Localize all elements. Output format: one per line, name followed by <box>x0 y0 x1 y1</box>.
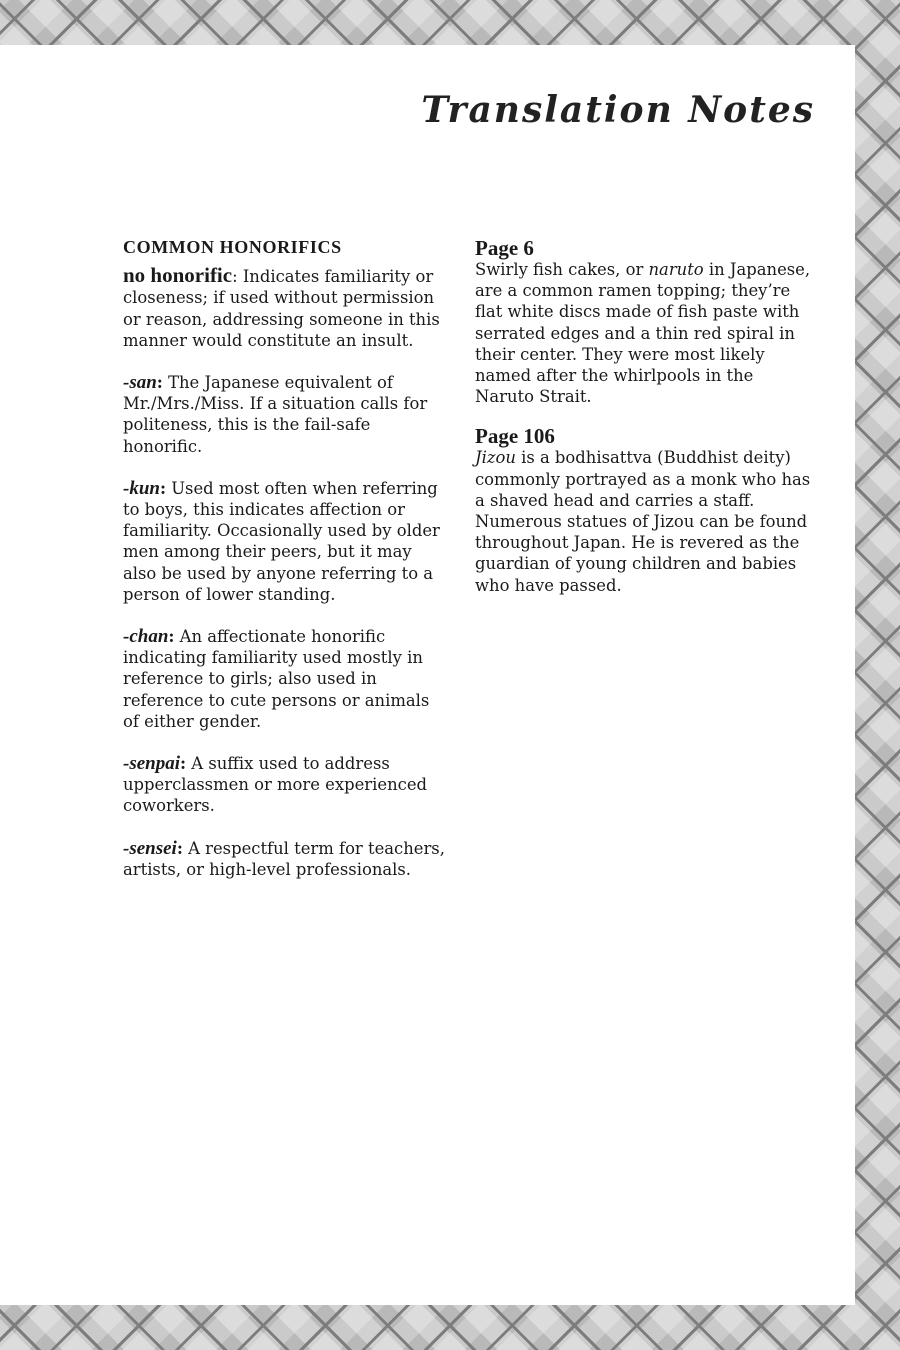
honorific-entry <box>123 265 448 351</box>
honorifics-column <box>123 237 448 901</box>
honorific-sep: : <box>156 373 163 393</box>
honorific-text: An affectionate honorific indicating familiarity used mostly in reference to girls; also used in reference to cute persons or animals of either gender. <box>123 627 430 731</box>
honorific-sep: : <box>168 627 175 647</box>
honorific-sep: : <box>180 754 187 774</box>
page-title: Translation Notes <box>421 89 815 131</box>
translation-note <box>475 237 815 407</box>
notes-column <box>475 237 815 614</box>
honorific-term: -sensei <box>123 837 177 859</box>
note-text-italic: Jizou <box>475 448 516 468</box>
honorific-text: Used most often when referring to boys, this indicates affection or familiarity. Occasionally used by older men among their peers, but it may also be used by anyone referring to a person of lower standing. <box>123 478 440 604</box>
note-text-pre: Swirly fish cakes, or <box>475 260 649 279</box>
honorific-entry <box>123 372 448 457</box>
honorific-text: The Japanese equivalent of Mr./Mrs./Miss. If a situation calls for politeness, this is the fail-safe honorific. <box>123 373 428 456</box>
honorific-entry <box>123 626 448 732</box>
honorific-entry <box>123 838 448 880</box>
note-text <box>475 259 815 407</box>
honorific-sep: : <box>159 478 167 498</box>
note-page-title: Page 6 <box>475 236 534 260</box>
honorific-term: -senpai <box>123 753 180 775</box>
honorific-text: Indicates familiarity or closeness; if used without permission or reason, addressing someone in this manner would constitute an insult. <box>123 267 440 350</box>
honorific-term: -san <box>123 372 157 394</box>
note-text-italic: naruto <box>648 260 704 279</box>
honorific-sep: : <box>176 838 183 858</box>
honorific-term: -kun <box>123 477 160 499</box>
honorific-text: A suffix used to address upperclassmen or more experienced coworkers. <box>123 754 428 816</box>
note-text <box>475 447 815 595</box>
honorific-entry <box>123 753 448 817</box>
honorifics-heading: COMMON HONORIFICS <box>123 237 342 257</box>
note-text-post: is a bodhisattva (Buddhist deity) commonly portrayed as a monk who has a shaved head and carries a staff. Numerous statues of Jizou can be found throughout Japan. He is revered as the guardian of young children and babies who have passed. <box>475 448 811 595</box>
honorific-text: A respectful term for teachers, artists, or high-level professionals. <box>123 838 445 879</box>
honorific-term: -chan <box>123 626 169 648</box>
note-text-post: in Japanese, are a common ramen topping; they’re flat white discs made of fish paste with serrated edges and a thin red spiral in their center. They were most likely named after the whirlpools in the Naruto Strait. <box>475 260 811 407</box>
note-page-title: Page 106 <box>475 424 555 449</box>
page <box>0 45 855 1305</box>
translation-note <box>475 425 815 595</box>
honorific-term: no honorific <box>123 263 233 288</box>
honorific-sep: : <box>232 267 238 287</box>
honorific-entry <box>123 478 448 605</box>
